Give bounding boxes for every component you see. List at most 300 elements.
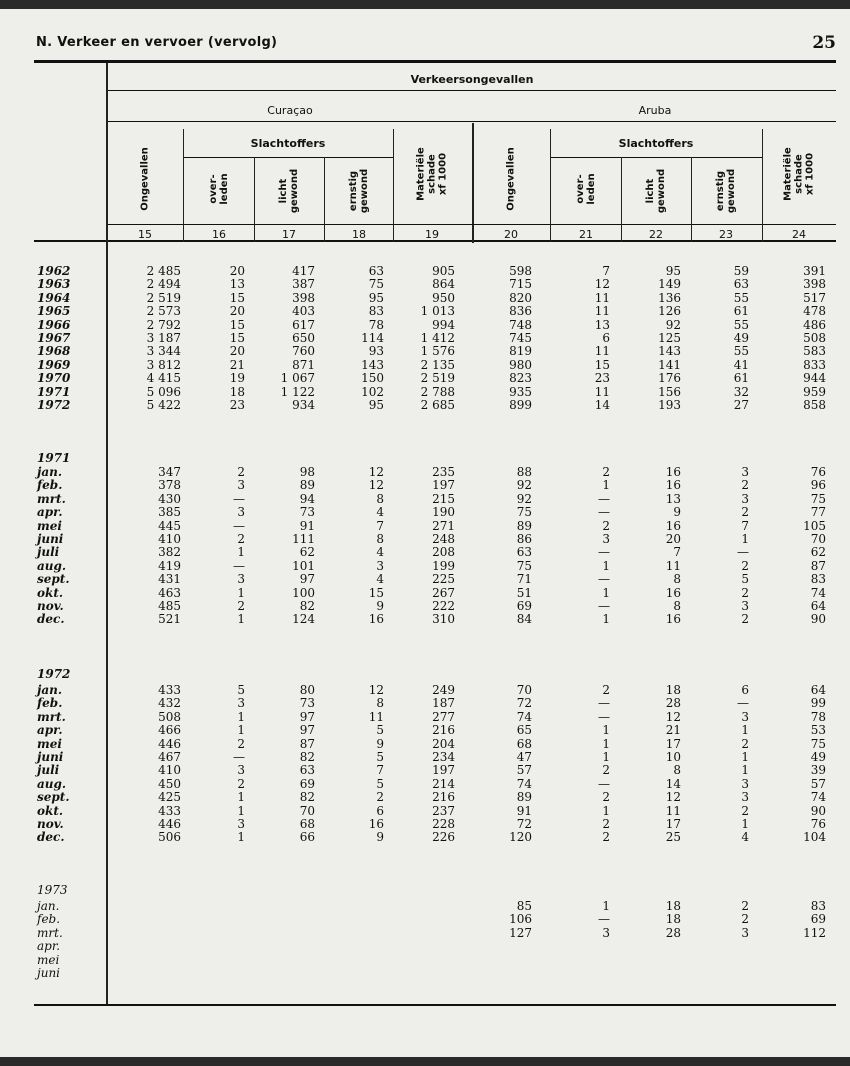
section-year-1971: 1971 [37,451,71,465]
table-cell: 97 [299,572,315,587]
table-cell: 21 [229,357,245,372]
column-number: 22 [649,228,663,241]
table-cell: 16 [665,612,681,627]
table-cell: 89 [516,790,532,805]
table-cell: 715 [509,277,532,292]
table-cell: 55 [733,344,749,359]
table-cell: 3 [741,491,749,506]
table-cell: — [737,696,749,711]
table-cell: 215 [432,491,455,506]
table-row [0,506,850,519]
row-label: mrt. [37,925,63,940]
table-cell: — [598,505,610,520]
table-cell: 25 [665,830,681,845]
table-cell: 1 [602,736,610,751]
table-cell: 403 [292,304,315,319]
row-label: jan. [37,465,63,479]
colhead-ernstig-gewond: ernstig gewond [348,168,370,214]
table-cell: 463 [158,585,181,600]
table-cell: 18 [665,683,681,697]
col-divider [550,129,551,242]
table-row [0,751,850,764]
table-cell: 3 344 [146,344,181,359]
col-divider [183,129,184,242]
table-cell: 17 [665,817,681,831]
table-cell: 8 [673,572,681,587]
row-label: 1970 [37,371,71,386]
table-cell: 2 [741,612,749,627]
table-cell: 74 [516,776,532,791]
table-cell: 7 [741,518,749,533]
row-label: jan. [37,899,60,913]
table-cell: 70 [516,683,532,697]
table-cell: 7 [376,763,384,778]
col-divider [621,157,622,242]
table-cell: 1 [741,763,749,778]
table-cell: 21 [665,723,681,738]
table-cell: 2 685 [420,398,455,412]
row-label: okt. [37,585,64,600]
table-cell: 1 [602,585,610,600]
table-cell: 228 [432,817,455,831]
table-cell: 197 [432,478,455,493]
title-underline [108,90,836,91]
table-row [0,805,850,818]
table-cell: 127 [509,925,532,940]
table-cell: 864 [432,277,455,292]
table-cell: 2 [237,776,245,791]
row-label: feb. [37,912,61,927]
table-cell: 55 [733,290,749,305]
table-row [0,466,850,479]
table-cell: 417 [292,264,315,278]
col-divider [324,157,325,242]
row-label: apr. [37,505,63,520]
table-row [0,791,850,804]
table-cell: 382 [158,545,181,560]
table-row [0,479,850,492]
victims-underline-curacao [183,157,393,158]
table-cell: 3 [741,925,749,940]
region-aruba: Aruba [638,104,672,117]
table-row [0,927,850,940]
row-label: 1967 [37,331,71,345]
table-cell: 5 422 [146,398,181,412]
table-cell: 49 [733,331,749,345]
table-cell: 55 [733,317,749,332]
table-cell: 16 [368,817,384,831]
table-row [0,940,850,953]
column-number: 23 [719,228,733,241]
table-cell: 12 [665,790,681,805]
col-divider [762,129,763,242]
row-label: mei [37,518,62,533]
colhead-ongevallen: Ongevallen [505,147,517,211]
table-cell: 3 [741,790,749,805]
table-cell: 11 [594,384,610,399]
table-cell: 2 [237,532,245,546]
table-cell: 13 [229,277,245,292]
row-label: 1972 [37,398,71,412]
table-cell: 63 [516,545,532,560]
table-cell: 222 [432,599,455,613]
table-cell: 61 [733,371,749,386]
table-cell: 93 [368,344,384,359]
table-cell: 96 [810,478,826,493]
table-cell: 83 [368,304,384,319]
table-cell: 248 [432,532,455,546]
table-cell: 32 [733,384,749,399]
table-cell: 27 [733,398,749,412]
scan-edge-top [0,0,850,9]
table-cell: 72 [516,696,532,711]
table-cell: 71 [516,572,532,587]
table-cell: 28 [665,696,681,711]
table-cell: 18 [665,912,681,927]
table-cell: 994 [432,317,455,332]
table-cell: 11 [368,709,384,724]
table-cell: 277 [432,709,455,724]
table-cell: 16 [665,465,681,479]
table-row [0,372,850,385]
table-cell: 20 [229,264,245,278]
row-label: 1971 [37,384,71,399]
column-number: 20 [504,228,518,241]
row-label: apr. [37,723,63,738]
table-cell: 104 [803,830,826,845]
table-cell: 2 788 [420,384,455,399]
table-cell: 3 [741,599,749,613]
table-cell: 3 187 [146,331,181,345]
table-cell: 2 [237,736,245,751]
row-label: 1964 [37,290,71,305]
column-number: 19 [425,228,439,241]
table-cell: 935 [509,384,532,399]
table-cell: 63 [299,763,315,778]
table-cell: 75 [810,491,826,506]
table-cell: 1 [602,612,610,627]
row-label: dec. [37,612,65,627]
table-cell: 12 [368,465,384,479]
table-cell: 69 [299,776,315,791]
table-cell: 73 [299,696,315,711]
row-label: 1968 [37,344,71,359]
table-cell: 12 [665,709,681,724]
table-cell: 10 [665,750,681,764]
table-cell: 2 [741,585,749,600]
table-cell: 485 [158,599,181,613]
table-cell: 97 [299,709,315,724]
table-cell: 124 [292,612,315,627]
table-cell: 15 [368,585,384,600]
region-divider [472,123,474,243]
table-cell: 74 [810,585,826,600]
table-cell: 8 [376,491,384,506]
table-cell: 16 [665,518,681,533]
table-cell: 78 [368,317,384,332]
table-cell: 7 [673,545,681,560]
table-row [0,345,850,358]
table-cell: 176 [658,371,681,386]
table-cell: 1 122 [280,384,315,399]
table-cell: 16 [368,612,384,627]
table-cell: — [233,558,245,573]
table-cell: 9 [376,830,384,845]
table-cell: 4 415 [146,371,181,386]
table-cell: 47 [516,750,532,764]
column-number: 21 [579,228,593,241]
row-label: 1965 [37,304,71,319]
table-cell: 204 [432,736,455,751]
table-cell: 517 [803,290,826,305]
table-cell: 934 [292,398,315,412]
table-cell: 15 [594,357,610,372]
bottom-rule [34,1004,836,1006]
table-cell: 446 [158,817,181,831]
table-cell: 3 [237,572,245,587]
table-cell: 18 [665,899,681,913]
table-cell: 20 [665,532,681,546]
table-cell: 310 [432,612,455,627]
table-cell: 17 [665,736,681,751]
row-label: okt. [37,803,64,818]
table-cell: 1 [741,532,749,546]
table-cell: — [598,776,610,791]
region-underline [108,121,836,122]
table-cell: 1 [237,709,245,724]
table-cell: 95 [368,290,384,305]
col-divider [393,129,394,242]
table-cell: 433 [158,683,181,697]
table-row [0,724,850,737]
table-cell: — [233,750,245,764]
table-cell: 398 [292,290,315,305]
table-cell: 234 [432,750,455,764]
colhead-materiele-schade: Materiële schade xf 1000 [415,147,449,201]
table-cell: 187 [432,696,455,711]
table-cell: 1 [237,790,245,805]
table-cell: 2 [602,465,610,479]
table-cell: 467 [158,750,181,764]
table-cell: 57 [516,763,532,778]
colhead-ongevallen: Ongevallen [139,147,151,211]
row-label: juni [37,966,61,980]
table-cell: 63 [368,264,384,278]
table-cell: 63 [733,277,749,292]
table-cell: 2 [602,518,610,533]
table-cell: 398 [803,277,826,292]
table-row [0,278,850,291]
table-row [0,738,850,751]
table-cell: 650 [292,331,315,345]
row-label: mei [37,952,60,967]
table-cell: 905 [432,264,455,278]
table-cell: — [598,709,610,724]
running-title: N. Verkeer en vervoer (vervolg) [36,35,278,50]
table-row [0,711,850,724]
column-number: 17 [282,228,296,241]
table-cell: 583 [803,344,826,359]
table-cell: 143 [361,357,384,372]
table-cell: 83 [810,572,826,587]
table-cell: 871 [292,357,315,372]
table-cell: 226 [432,830,455,845]
table-row [0,613,850,626]
table-cell: 91 [516,803,532,818]
table-cell: 432 [158,696,181,711]
table-cell: 1 [602,723,610,738]
table-cell: 11 [665,558,681,573]
table-cell: 20 [229,304,245,319]
table-row [0,600,850,613]
table-cell: 410 [158,532,181,546]
table-cell: 378 [158,478,181,493]
table-row [0,778,850,791]
table-cell: 95 [368,398,384,412]
table-cell: 1 [602,750,610,764]
table-cell: 20 [229,344,245,359]
table-cell: 87 [810,558,826,573]
table-cell: 1 [602,899,610,913]
table-cell: 150 [361,371,384,386]
table-cell: 15 [229,317,245,332]
table-row [0,386,850,399]
table-cell: 106 [509,912,532,927]
table-cell: 120 [509,830,532,845]
table-cell: 486 [803,317,826,332]
table-cell: 2 485 [146,264,181,278]
table-cell: 87 [299,736,315,751]
table-row [0,520,850,533]
table-cell: 980 [509,357,532,372]
table-cell: 410 [158,763,181,778]
table-cell: 450 [158,776,181,791]
table-cell: 2 792 [146,317,181,332]
table-cell: 83 [810,899,826,913]
col-divider [254,157,255,242]
table-cell: 99 [810,696,826,711]
table-cell: 2 [741,558,749,573]
table-cell: 65 [516,723,532,738]
table-cell: 819 [509,344,532,359]
table-cell: 75 [810,736,826,751]
table-cell: 1 [237,723,245,738]
table-cell: 4 [741,830,749,845]
scan-edge-bottom [0,1057,850,1066]
table-cell: 2 [237,465,245,479]
row-label: apr. [37,939,61,954]
table-cell: 8 [673,763,681,778]
table-cell: 19 [229,371,245,386]
table-cell: 1 [741,817,749,831]
table-cell: 9 [376,599,384,613]
victims-label-aruba: Slachtoffers [618,137,694,150]
table-cell: 836 [509,304,532,319]
table-cell: 760 [292,344,315,359]
table-cell: 190 [432,505,455,520]
table-cell: — [598,912,610,927]
table-cell: 2 135 [420,357,455,372]
table-cell: 959 [803,384,826,399]
row-label: juli [37,763,60,778]
table-cell: 8 [673,599,681,613]
table-cell: 2 [741,803,749,818]
table-cell: 75 [516,505,532,520]
table-cell: 216 [432,790,455,805]
table-cell: 13 [594,317,610,332]
table-cell: 2 573 [146,304,181,319]
table-cell: 2 [237,599,245,613]
table-cell: 1 [237,830,245,845]
row-label: dec. [37,830,65,845]
table-cell: 3 812 [146,357,181,372]
table-cell: 61 [733,304,749,319]
row-label: mei [37,736,62,751]
section-year-1973: 1973 [37,883,68,897]
table-cell: 446 [158,736,181,751]
table-cell: 823 [509,371,532,386]
table-cell: 950 [432,290,455,305]
table-cell: 74 [810,790,826,805]
table-cell: 86 [516,532,532,546]
row-label: sept. [37,790,70,805]
table-main-title: Verkeersongevallen [410,73,534,86]
table-cell: 85 [516,899,532,913]
table-cell: 59 [733,264,749,278]
table-row [0,913,850,926]
table-cell: 90 [810,612,826,627]
table-cell: 6 [602,331,610,345]
table-cell: 225 [432,572,455,587]
table-cell: 5 [376,750,384,764]
table-cell: 1 [602,478,610,493]
table-cell: 11 [594,344,610,359]
row-label: juni [37,750,64,764]
region-curacao: Curaçao [267,104,313,117]
table-cell: 11 [594,290,610,305]
table-cell: 95 [665,264,681,278]
column-number: 16 [212,228,226,241]
table-cell: 75 [516,558,532,573]
table-cell: 430 [158,491,181,506]
table-row [0,546,850,559]
table-cell: 70 [299,803,315,818]
table-cell: 76 [810,465,826,479]
table-cell: 3 [741,709,749,724]
table-cell: 111 [292,532,315,546]
table-cell: — [598,545,610,560]
row-label: juli [37,545,60,560]
table-cell: 70 [810,532,826,546]
colnum-rule [108,224,836,225]
table-cell: 521 [158,612,181,627]
table-cell: 385 [158,505,181,520]
table-cell: 1 [237,612,245,627]
row-label: 1962 [37,264,71,278]
table-cell: 88 [516,465,532,479]
table-cell: 197 [432,763,455,778]
table-cell: — [598,599,610,613]
table-cell: 508 [803,331,826,345]
table-cell: 1 [237,585,245,600]
table-cell: 3 [376,558,384,573]
table-cell: 267 [432,585,455,600]
table-cell: 149 [658,277,681,292]
table-cell: 15 [229,331,245,345]
table-cell: 51 [516,585,532,600]
table-cell: 84 [516,612,532,627]
table-row [0,900,850,913]
